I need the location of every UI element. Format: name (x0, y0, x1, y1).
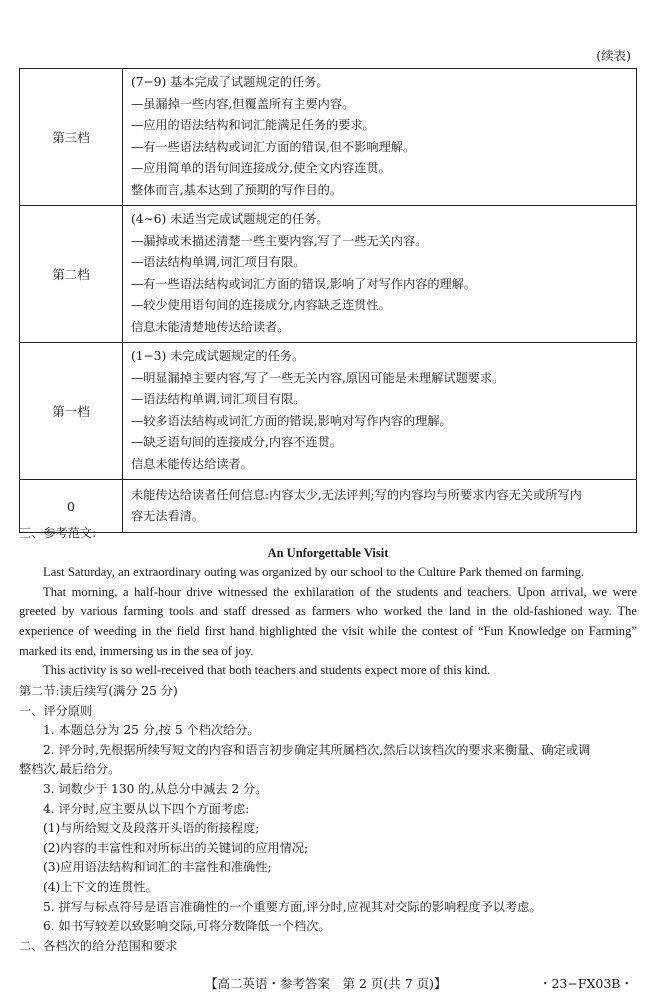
desc-line: —应用的语法结构和词汇能满足任务的要求。 (131, 118, 375, 132)
desc-line: 容无法看清。 (131, 508, 205, 523)
desc-line: (7−9) 基本完成了试题规定的任务。 (131, 75, 329, 89)
rule-item: 4. 评分时,应主要从以下四个方面考虑: (43, 801, 250, 816)
rule-item: 6. 如书写较差以致影响交际,可将分数降低一个档次。 (43, 919, 331, 934)
essay-paragraph: This activity is so well-received that both teachers and students expect more of this kind. (43, 663, 491, 678)
rule-item: 3. 词数少于 130 的,从总分中减去 2 分。 (43, 781, 268, 796)
grade-description (123, 343, 637, 480)
subsection-heading: 一、评分原则 (19, 703, 93, 718)
grade-row (20, 69, 637, 206)
desc-line: 信息未能传达给读者。 (131, 456, 253, 471)
grade-level: 第三档 (20, 69, 123, 206)
desc-line: (4∼6) 未适当完成试题规定的任务。 (131, 212, 329, 226)
desc-line: —较多语法结构或词汇方面的错误,影响对写作内容的理解。 (131, 413, 452, 428)
footer-page-info: 【高二英语・参考答案 第 2 页(共 7 页)】 (205, 976, 447, 991)
rule-item: 2. 评分时,先根据所续写短文的内容和语言初步确定其所属档次,然后以该档次的要求来衡量、确定或调 (43, 742, 591, 757)
aspect-item: (3)应用语法结构和词汇的丰富性和准确性; (43, 860, 272, 875)
grade-row (20, 343, 637, 480)
desc-line: 未能传达给读者任何信息:内容太少,无法评判;写的内容均与所要求内容无关或所写内 (131, 487, 582, 502)
desc-line: —语法结构单调,词汇项目有限。 (131, 255, 306, 269)
desc-line: —有一些语法结构或词汇方面的错误,但不影响理解。 (131, 139, 416, 154)
grade-description (123, 69, 637, 206)
footer-code: ・23−FX03B・ (538, 976, 633, 991)
desc-line: —有一些语法结构或词汇方面的错误,影响了对写作内容的理解。 (131, 276, 477, 291)
reference-essay-section (19, 524, 637, 681)
essay-title: An Unforgettable Visit (267, 545, 389, 560)
rule-item: 5. 拼写与标点符号是语言准确性的一个重要方面,评分时,应视其对交际的影响程度予以考虑。 (43, 899, 542, 914)
grade-description (123, 206, 637, 343)
desc-line: —虽漏掉一些内容,但覆盖所有主要内容。 (131, 96, 355, 111)
section-heading: 第二节:读后续写(满分 25 分) (19, 684, 178, 698)
essay-paragraph: Last Saturday, an extraordinary outing was organized by our school to the Culture Park themed on farming. (43, 565, 585, 580)
desc-line: 整体而言,基本达到了预期的写作目的。 (131, 182, 343, 197)
section-heading: 三、参考范文: (19, 526, 97, 540)
desc-line: —语法结构单调,词汇项目有限。 (131, 392, 306, 406)
grading-table (19, 68, 637, 533)
aspect-item: (2)内容的丰富性和对所标出的关键词的应用情况; (43, 840, 309, 855)
desc-line: 信息未能清楚地传达给读者。 (131, 319, 290, 334)
desc-line: (1−3) 未完成试题规定的任务。 (131, 349, 305, 363)
grade-level: 第一档 (20, 343, 123, 480)
aspect-item: (1)与所给短文及段落开头语的衔接程度; (43, 821, 260, 836)
subsection-heading: 二、各档次的给分范围和要求 (19, 938, 178, 953)
grade-row (20, 206, 637, 343)
continuation-writing-section (19, 682, 637, 956)
grade-level: 0 (20, 480, 123, 533)
desc-line: —缺乏语句间的连接成分,内容不连贯。 (131, 435, 343, 449)
grade-level: 第二档 (20, 206, 123, 343)
desc-line: —明显漏掉主要内容,写了一些无关内容,原因可能是未理解试题要求。 (131, 370, 505, 385)
rule-item: 1. 本题总分为 25 分,按 5 个档次给分。 (43, 723, 260, 738)
continued-label: (续表) (596, 48, 631, 63)
desc-line: —较少使用语句间的连接成分,内容缺乏连贯性。 (131, 298, 391, 312)
desc-line: —应用简单的语句间连接成分,使全文内容连贯。 (131, 161, 391, 175)
aspect-item: (4)上下文的连贯性。 (43, 879, 158, 894)
desc-line: —漏掉或未描述清楚一些主要内容,写了一些无关内容。 (131, 233, 428, 248)
essay-paragraph: That morning, a half-hour drive witnessed the exhilaration of the students and teachers. Upon arrival, we were greeted by various farming tools and staff dressed as farmers who worked the land in the old-fashioned way. The experience of weeding in the field first hand highlighted the visit while the contest of “Fun Knowledge on Farming” marked its end, immersing us in the sea of joy. (19, 584, 637, 658)
rule-item-continued: 整档次,最后给分。 (19, 762, 121, 777)
